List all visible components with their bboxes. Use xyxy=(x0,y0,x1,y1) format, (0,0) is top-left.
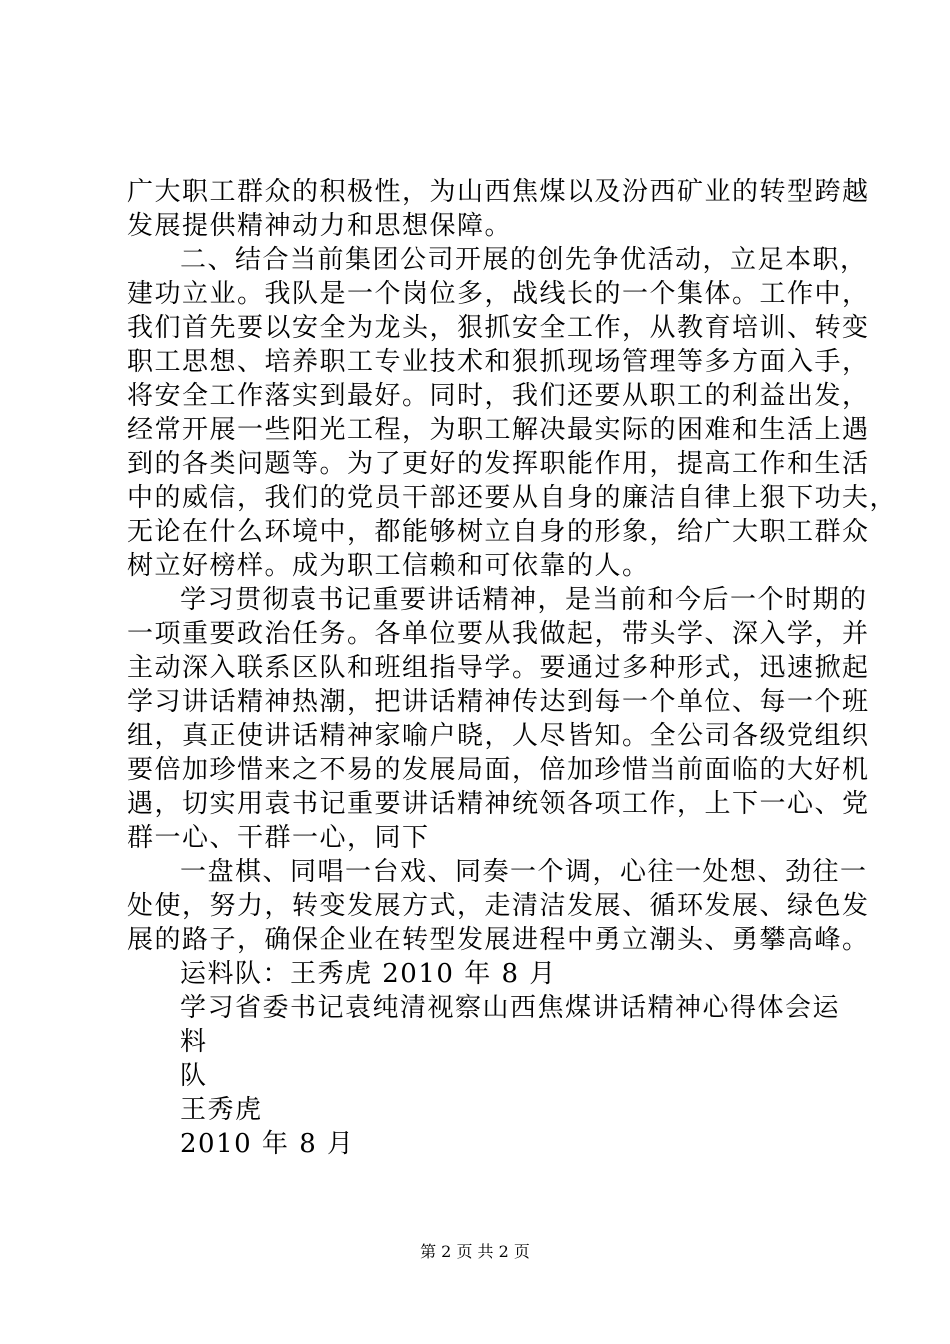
text-line: 到的各类问题等。为了更好的发挥职能作用，提高工作和生活 xyxy=(127,449,870,479)
date-line: 2010 年 8 月 xyxy=(180,1129,355,1159)
text-line: 遇，切实用袁书记重要讲话精神统领各项工作，上下一心、党 xyxy=(127,789,870,819)
text-line: 将安全工作落实到最好。同时，我们还要从职工的利益出发， xyxy=(127,381,870,411)
text-line: 学习省委书记袁纯清视察山西焦煤讲话精神心得体会运 xyxy=(180,993,841,1023)
text-line: 要倍加珍惜来之不易的发展局面，倍加珍惜当前面临的大好机 xyxy=(127,755,870,785)
text-line: 料 xyxy=(180,1027,208,1057)
text-line: 建功立业。我队是一个岗位多，战线长的一个集体。工作中， xyxy=(127,279,870,309)
text-line: 树立好榜样。成为职工信赖和可依靠的人。 xyxy=(127,551,650,581)
text-line: 中的威信，我们的党员干部还要从自身的廉洁自律上狠下功夫， xyxy=(127,483,898,513)
text-line: 发展提供精神动力和思想保障。 xyxy=(127,211,513,241)
text-line: 学习讲话精神热潮，把讲话精神传达到每一个单位、每一个班 xyxy=(127,687,870,717)
text-line: 广大职工群众的积极性，为山西焦煤以及汾西矿业的转型跨越 xyxy=(127,177,870,207)
page-number-footer: 第 2 页 共 2 页 xyxy=(420,1242,530,1261)
text-line: 展的路子，确保企业在转型发展进程中勇立潮头、勇攀高峰。 xyxy=(127,925,870,955)
text-line: 一项重要政治任务。各单位要从我做起，带头学、深入学，并 xyxy=(127,619,870,649)
text-line: 职工思想、培养职工专业技术和狠抓现场管理等多方面入手， xyxy=(127,347,870,377)
text-line: 经常开展一些阳光工程，为职工解决最实际的困难和生活上遇 xyxy=(127,415,870,445)
signature-line: 运料队：王秀虎 2010 年 8 月 xyxy=(180,959,557,989)
text-line: 我们首先要以安全为龙头，狠抓安全工作，从教育培训、转变 xyxy=(127,313,870,343)
text-line: 学习贯彻袁书记重要讲话精神，是当前和今后一个时期的 xyxy=(180,585,868,615)
text-line: 主动深入联系区队和班组指导学。要通过多种形式，迅速掀起 xyxy=(127,653,870,683)
text-line: 一盘棋、同唱一台戏、同奏一个调，心往一处想、劲往一 xyxy=(180,857,868,887)
text-line: 处使，努力，转变发展方式，走清洁发展、循环发展、绿色发 xyxy=(127,891,870,921)
text-line: 群一心、干群一心，同下 xyxy=(127,823,430,853)
text-line: 队 xyxy=(180,1061,208,1091)
text-line: 二、结合当前集团公司开展的创先争优活动，立足本职， xyxy=(180,245,868,275)
text-line: 无论在什么环境中，都能够树立自身的形象，给广大职工群众 xyxy=(127,517,870,547)
author-line: 王秀虎 xyxy=(180,1095,263,1125)
text-line: 组，真正使讲话精神家喻户晓，人尽皆知。全公司各级党组织 xyxy=(127,721,870,751)
